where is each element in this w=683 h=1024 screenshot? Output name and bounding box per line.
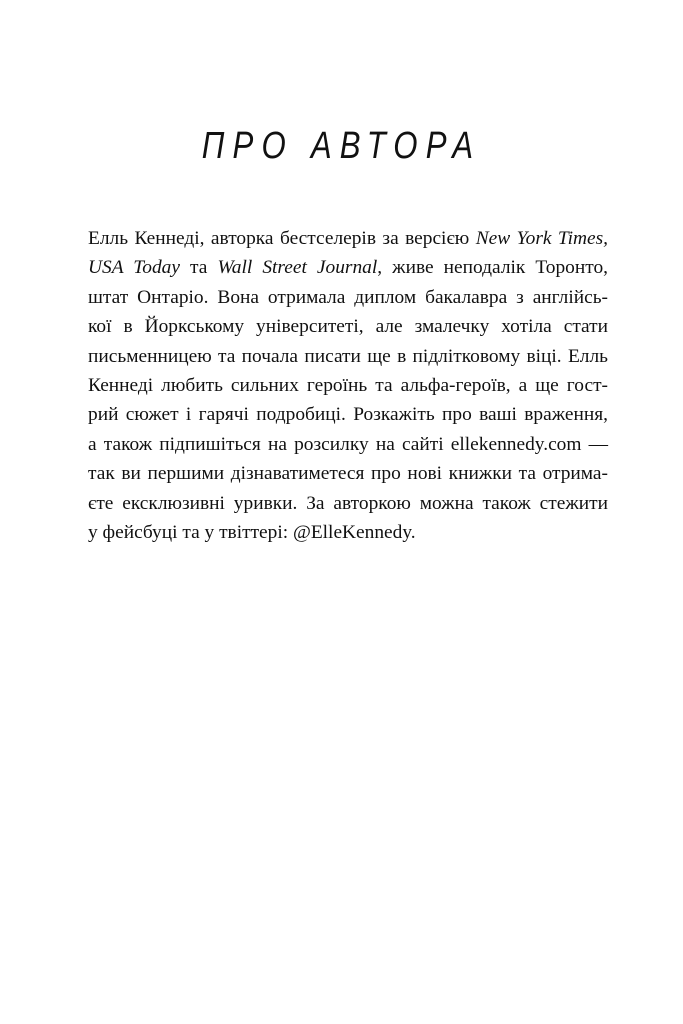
bio-line: [88, 400, 608, 429]
bio-text: у фейсбуці та у твіттері: @ElleKennedy.: [88, 522, 416, 544]
bio-text: а також підпишіться на розсилку на сайті ellekennedy.com —: [88, 433, 608, 455]
bio-line: [88, 518, 608, 547]
bio-line: [88, 489, 608, 518]
bio-text: штат Онтаріо. Вона отримала диплом бакалавра з англійсь-: [88, 286, 608, 308]
author-bio: [88, 224, 608, 547]
bio-line: [88, 371, 608, 400]
page-title: ПРО АВТОРА: [201, 125, 482, 167]
bio-text: письменницею та почала писати ще в підлітковому віці. Елль: [88, 345, 608, 367]
bio-text: так ви першими дізнаватиметеся про нові книжки та отрима-: [88, 463, 608, 485]
bio-text: єте ексклюзивні уривки. За авторкою можна також стежити: [88, 492, 608, 514]
bio-text: рий сюжет і гарячі подробиці. Розкажіть про ваші враження,: [88, 404, 608, 426]
bio-line: [88, 459, 608, 488]
bio-text: , живе неподалік Торонто,: [377, 257, 608, 279]
bio-text: кої в Йоркському університеті, але змалечку хотіла стати: [88, 316, 608, 338]
bio-line: [88, 312, 608, 341]
bio-text: та: [179, 257, 218, 279]
bio-line: [88, 283, 608, 312]
bio-text: Кеннеді любить сильних героїнь та альфа-героїв, а ще гост-: [88, 375, 608, 397]
bio-line: [88, 224, 608, 253]
bio-line: [88, 253, 608, 282]
bio-line: [88, 342, 608, 371]
bio-italic-text: USA Today: [88, 257, 180, 279]
bio-italic-text: Wall Street Journal: [217, 257, 378, 279]
bio-italic-text: New York Times,: [475, 228, 609, 249]
bio-text: Елль Кеннеді, авторка бестселерів за версією: [88, 228, 476, 249]
bio-line: [88, 430, 608, 459]
